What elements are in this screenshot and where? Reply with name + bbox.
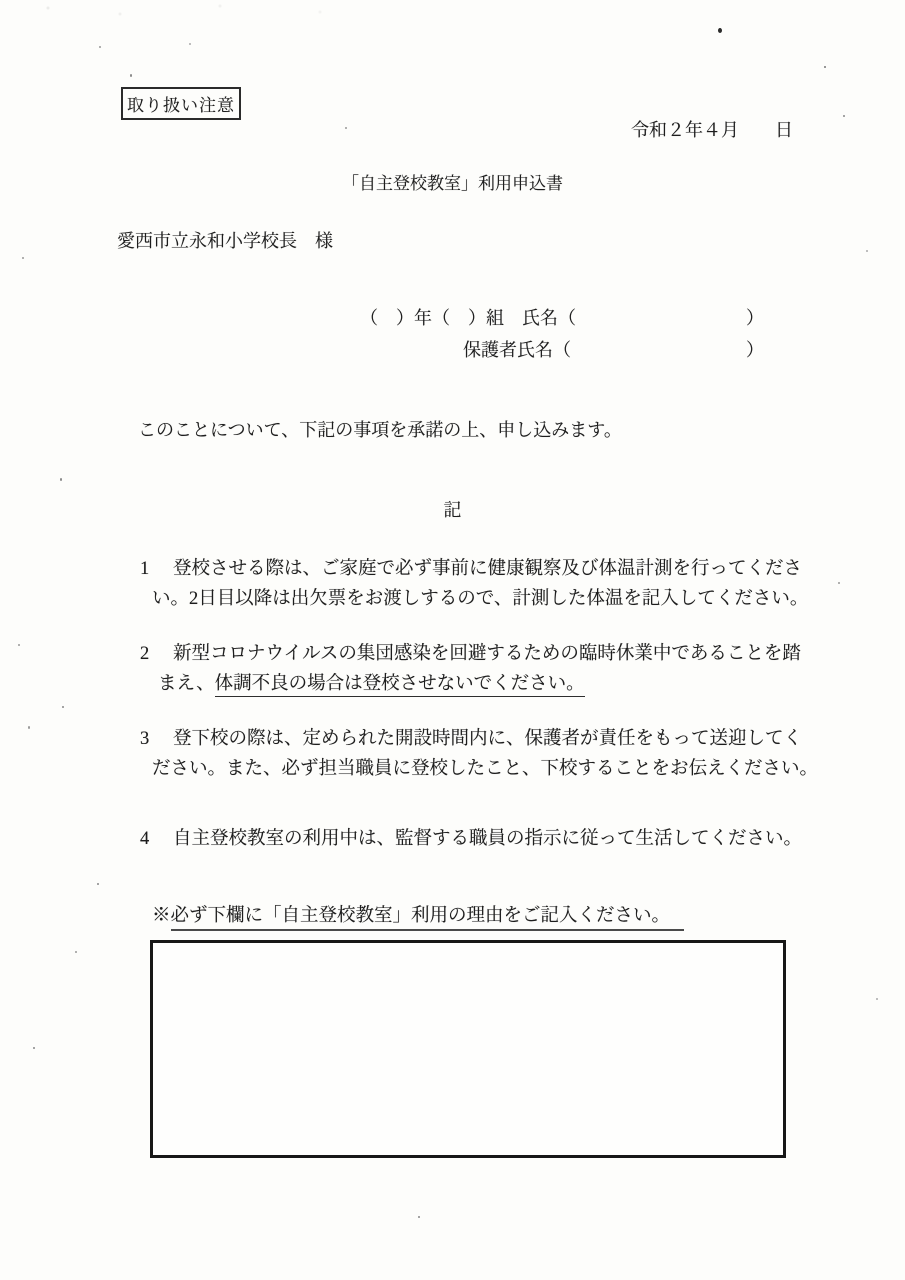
scan-speck: [97, 883, 99, 885]
scan-speck: [876, 998, 878, 1000]
scan-speck: [345, 127, 347, 129]
scan-speck: [866, 250, 868, 252]
form-title: 「自主登校教室」利用申込書: [342, 174, 563, 193]
item-4-line-1: 4 自主登校教室の利用中は、監督する職員の指示に従って生活してください。: [140, 829, 803, 849]
item-3-number: 3: [140, 729, 150, 749]
item-2-number: 2: [140, 644, 150, 664]
scan-speck: [843, 115, 845, 117]
scan-speck: [99, 46, 101, 48]
scan-speck: [62, 706, 64, 708]
reason-note-underlined: 必ず下欄に「自主登校教室」利用の理由をご記入ください。: [171, 906, 685, 931]
scan-speck: [838, 582, 840, 584]
handling-notice: [121, 87, 241, 120]
scan-speck: [189, 43, 191, 45]
scan-speck: [18, 644, 20, 646]
item-1-line-1: 1 登校させる際は、ご家庭で必ず事前に健康観察及び体温計測を行ってくださ: [140, 559, 803, 579]
item-3-line-1: 3 登下校の際は、定められた開設時間内に、保護者が責任をもって送迎してく: [140, 729, 803, 749]
guardian-name-label: 保護者氏名（: [463, 340, 571, 360]
item-1-number: 1: [140, 559, 150, 579]
student-name-close-paren: ）: [746, 308, 764, 328]
scan-speck: [22, 257, 24, 259]
guardian-name-line: [463, 336, 764, 362]
item-2-underlined-warning: 体調不良の場合は登校させないでください。: [215, 674, 585, 697]
reason-entry-box: [150, 940, 786, 1158]
reference-mark: ※: [152, 906, 171, 926]
date-line: 令和２年４月 日: [631, 120, 793, 140]
scan-speck: [33, 1047, 35, 1049]
item-2-line-2: まえ、体調不良の場合は登校させないでください。: [158, 669, 585, 695]
item-1-line-2: い。2日目以降は出欠票をお渡しするので、計測した体温を記入してください。: [152, 589, 809, 609]
scan-speck: [60, 478, 62, 481]
item-2-line-1: 2 新型コロナウイルスの集団感染を回避するための臨時休業中であることを踏: [140, 644, 801, 664]
scan-speck: [418, 1216, 420, 1218]
scan-noise-strip: [0, 0, 400, 20]
student-name-line: [360, 304, 764, 330]
scan-speck: [75, 951, 77, 953]
list-heading: 記: [443, 500, 462, 520]
scan-speck: [824, 66, 826, 68]
handling-notice-label: 取り扱い注意: [127, 96, 235, 115]
addressee: 愛西市立永和小学校長 様: [117, 231, 333, 251]
scan-speck: [130, 74, 132, 77]
statement: このことについて、下記の事項を承諾の上、申し込みます。: [138, 420, 622, 440]
guardian-name-close-paren: ）: [746, 340, 764, 360]
item-4-number: 4: [140, 829, 150, 849]
student-name-label: （ ）年（ ）組 氏名（: [360, 308, 576, 328]
scan-speck: [28, 726, 30, 729]
reason-note: [152, 901, 684, 927]
item-3-line-2: ださい。また、必ず担当職員に登校したこと、下校することをお伝えください。: [152, 759, 819, 779]
scan-speck: [718, 28, 722, 33]
